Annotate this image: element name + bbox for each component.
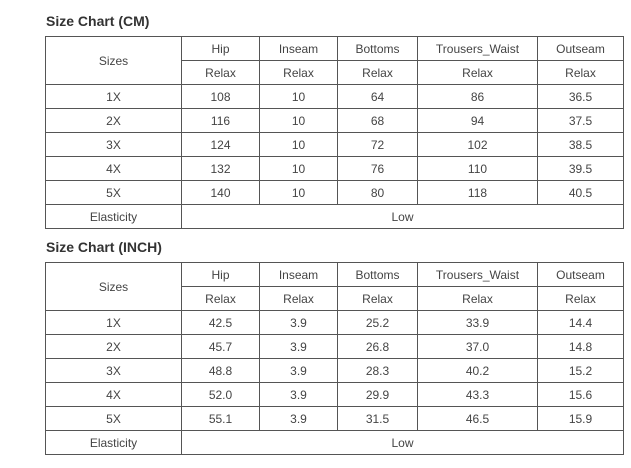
table-row xyxy=(46,157,624,181)
table-cell: 43.3 xyxy=(418,383,538,407)
table-cell: 15.2 xyxy=(538,359,624,383)
table-cell: 14.4 xyxy=(538,311,624,335)
sizes-header: Sizes xyxy=(46,263,182,311)
table-cell: 10 xyxy=(260,181,338,205)
table-row xyxy=(46,407,624,431)
table-row xyxy=(46,109,624,133)
column-header-inseam: Inseam xyxy=(260,263,338,287)
fit-cell: Relax xyxy=(418,287,538,311)
fit-cell: Relax xyxy=(182,287,260,311)
table-row xyxy=(46,335,624,359)
table-cell: 29.9 xyxy=(338,383,418,407)
table-cell: 55.1 xyxy=(182,407,260,431)
fit-cell: Relax xyxy=(260,287,338,311)
table-cell: 64 xyxy=(338,85,418,109)
table-cell: 26.8 xyxy=(338,335,418,359)
table-cell: 37.0 xyxy=(418,335,538,359)
table-cell: 132 xyxy=(182,157,260,181)
column-header-bottoms: Bottoms xyxy=(338,37,418,61)
table-cell: 86 xyxy=(418,85,538,109)
header-row xyxy=(46,37,624,61)
table-cell: 15.9 xyxy=(538,407,624,431)
table-cell: 72 xyxy=(338,133,418,157)
table-cell: 10 xyxy=(260,157,338,181)
table-cell: 33.9 xyxy=(418,311,538,335)
column-header-hip: Hip xyxy=(182,37,260,61)
fit-cell: Relax xyxy=(418,61,538,85)
table-cell: 68 xyxy=(338,109,418,133)
column-header-hip: Hip xyxy=(182,263,260,287)
table-row xyxy=(46,359,624,383)
size-label: 3X xyxy=(46,359,182,383)
fit-cell: Relax xyxy=(538,287,624,311)
size-table-inch xyxy=(45,262,624,455)
fit-cell: Relax xyxy=(338,61,418,85)
table-cell: 14.8 xyxy=(538,335,624,359)
fit-cell: Relax xyxy=(260,61,338,85)
table-cell: 38.5 xyxy=(538,133,624,157)
table-cell: 116 xyxy=(182,109,260,133)
size-table-cm xyxy=(45,36,624,229)
table-cell: 124 xyxy=(182,133,260,157)
elasticity-row xyxy=(46,205,624,229)
table-cell: 10 xyxy=(260,109,338,133)
table-cell: 3.9 xyxy=(260,335,338,359)
fit-cell: Relax xyxy=(538,61,624,85)
table-cell: 45.7 xyxy=(182,335,260,359)
table-cell: 40.5 xyxy=(538,181,624,205)
column-header-trousers-waist: Trousers_Waist xyxy=(418,37,538,61)
table-cell: 48.8 xyxy=(182,359,260,383)
fit-cell: Relax xyxy=(182,61,260,85)
table-cell: 46.5 xyxy=(418,407,538,431)
table-cell: 10 xyxy=(260,85,338,109)
size-label: 3X xyxy=(46,133,182,157)
table-cell: 42.5 xyxy=(182,311,260,335)
table-cell: 31.5 xyxy=(338,407,418,431)
table-cell: 110 xyxy=(418,157,538,181)
size-label: 1X xyxy=(46,311,182,335)
elasticity-label: Elasticity xyxy=(46,205,182,229)
table-cell: 15.6 xyxy=(538,383,624,407)
column-header-outseam: Outseam xyxy=(538,263,624,287)
table-row xyxy=(46,383,624,407)
table-cell: 80 xyxy=(338,181,418,205)
size-label: 4X xyxy=(46,383,182,407)
table-cell: 108 xyxy=(182,85,260,109)
table-cell: 40.2 xyxy=(418,359,538,383)
table-cell: 10 xyxy=(260,133,338,157)
size-label: 4X xyxy=(46,157,182,181)
size-label: 2X xyxy=(46,335,182,359)
elasticity-value: Low xyxy=(182,431,624,455)
table-cell: 94 xyxy=(418,109,538,133)
column-header-outseam: Outseam xyxy=(538,37,624,61)
size-chart-inch-title: Size Chart (INCH) xyxy=(46,239,162,255)
table-cell: 140 xyxy=(182,181,260,205)
table-cell: 36.5 xyxy=(538,85,624,109)
size-label: 1X xyxy=(46,85,182,109)
column-header-inseam: Inseam xyxy=(260,37,338,61)
table-cell: 39.5 xyxy=(538,157,624,181)
table-cell: 37.5 xyxy=(538,109,624,133)
table-cell: 28.3 xyxy=(338,359,418,383)
size-label: 2X xyxy=(46,109,182,133)
table-row xyxy=(46,133,624,157)
table-cell: 25.2 xyxy=(338,311,418,335)
sizes-header: Sizes xyxy=(46,37,182,85)
size-label: 5X xyxy=(46,181,182,205)
fit-cell: Relax xyxy=(338,287,418,311)
header-row xyxy=(46,263,624,287)
table-row xyxy=(46,181,624,205)
table-cell: 3.9 xyxy=(260,359,338,383)
column-header-bottoms: Bottoms xyxy=(338,263,418,287)
table-cell: 3.9 xyxy=(260,407,338,431)
column-header-trousers-waist: Trousers_Waist xyxy=(418,263,538,287)
table-cell: 102 xyxy=(418,133,538,157)
size-chart-inch xyxy=(45,238,624,455)
table-cell: 52.0 xyxy=(182,383,260,407)
elasticity-row xyxy=(46,431,624,455)
size-chart-cm xyxy=(45,12,624,229)
elasticity-label: Elasticity xyxy=(46,431,182,455)
elasticity-value: Low xyxy=(182,205,624,229)
size-chart-cm-title: Size Chart (CM) xyxy=(46,13,150,29)
table-cell: 3.9 xyxy=(260,383,338,407)
table-row xyxy=(46,311,624,335)
table-row xyxy=(46,85,624,109)
table-cell: 76 xyxy=(338,157,418,181)
size-label: 5X xyxy=(46,407,182,431)
table-cell: 3.9 xyxy=(260,311,338,335)
table-cell: 118 xyxy=(418,181,538,205)
